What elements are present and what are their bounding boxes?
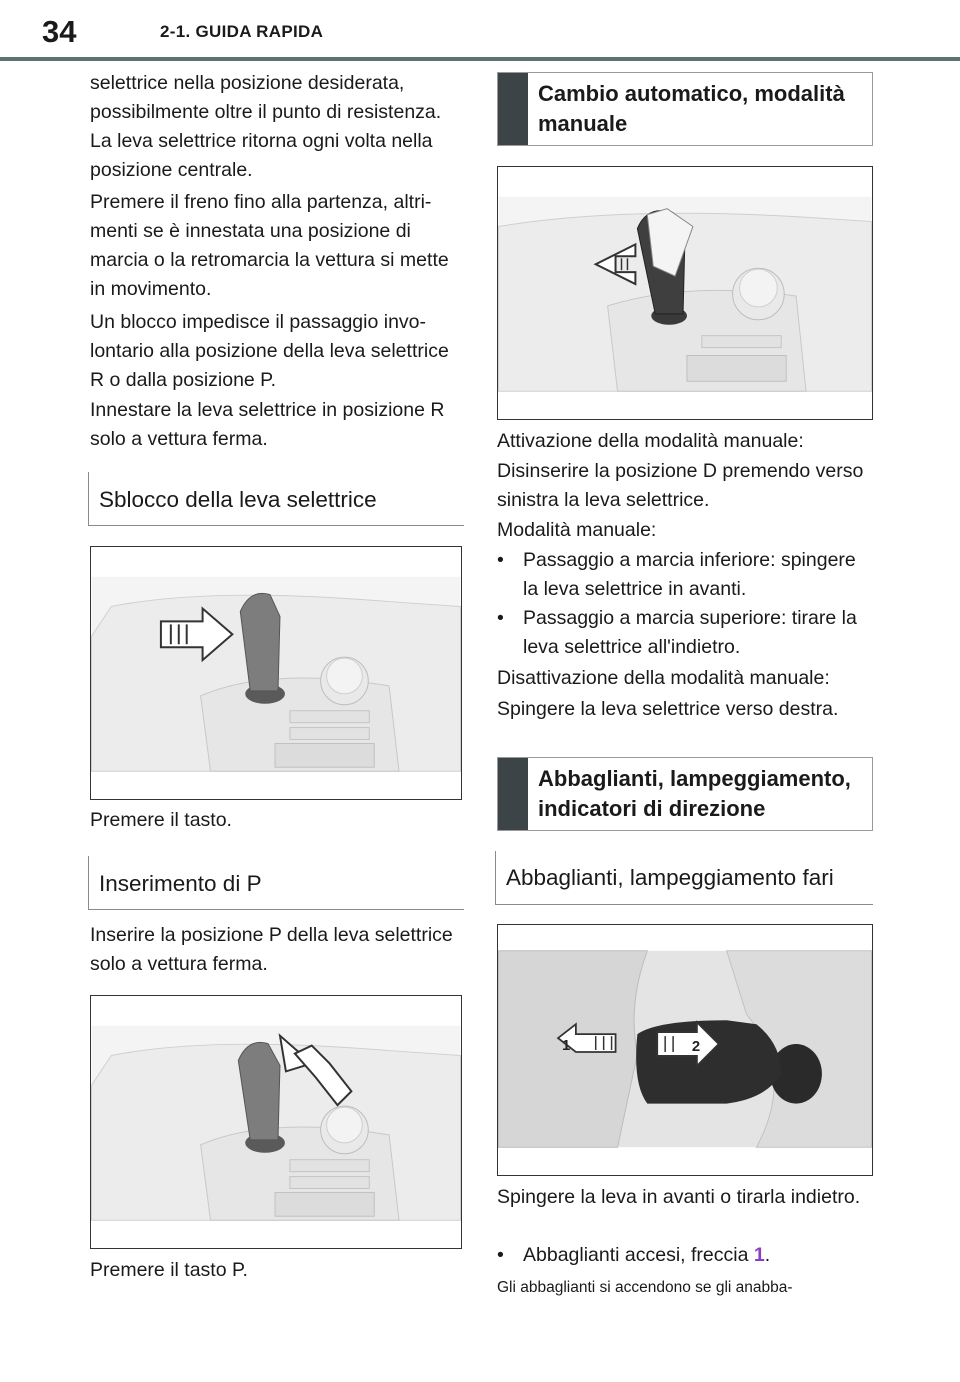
- paragraph-deactivate: Disattivazione della modalità manuale:: [497, 667, 830, 689]
- bullet-text: Passaggio a marcia inferiore: spingere la leva selettrice in avanti.: [523, 549, 856, 600]
- figure-selector-unlock: [90, 546, 462, 800]
- bullet-dot: •: [497, 549, 504, 571]
- paragraph-park: Inserire la posizione P della leva selettrice solo a vettura ferma.: [90, 924, 453, 975]
- heading-text: Cambio automatico, modalità manuale: [538, 81, 845, 136]
- bullet-upshift: [497, 604, 875, 662]
- paragraph-reverse: Innestare la leva selettrice in posizione R solo a vettura ferma.: [90, 399, 445, 450]
- heading-bar: [498, 73, 528, 145]
- bullet-dot: •: [497, 607, 504, 629]
- bullet-dot: •: [497, 1244, 504, 1266]
- paragraph-selector-position: selettrice nella posizione desiderata, possibilmente oltre il punto di resistenza. La leva selettrice ritorna ogni volta nella posizione centrale.: [90, 72, 442, 181]
- paragraph-lock: Un blocco impedisce il passaggio involontario alla posizione della leva selettrice R o dalla posizione P.: [90, 311, 449, 391]
- arrow-reference-1: 1: [753, 1244, 765, 1266]
- page-number: 34: [42, 14, 77, 49]
- arrow-label-2: 2: [691, 1038, 701, 1055]
- manual-mode-illustration: [498, 167, 872, 419]
- heading-text: Abbaglianti, lampeggiamento, indicatori di direzione: [538, 766, 851, 821]
- light-stalk-illustration: [498, 925, 872, 1175]
- paragraph-stalk: Spingere la leva in avanti o tirarla indietro.: [497, 1186, 861, 1208]
- caption-unlock: Premere il tasto.: [90, 809, 232, 831]
- subheading-park: Inserimento di P: [88, 856, 464, 910]
- heading-lights: [497, 757, 873, 831]
- heading-bar: [498, 758, 528, 830]
- bullet-text: [497, 1241, 875, 1270]
- bullet-high-beam-end: .: [764, 1244, 771, 1266]
- section-title: 2-1. GUIDA RAPIDA: [160, 22, 324, 41]
- park-button-illustration: [91, 996, 461, 1248]
- arrow-label-1: 1: [561, 1038, 571, 1054]
- bullet-high-beam: [497, 1241, 875, 1270]
- header-rule: [0, 57, 960, 61]
- bullet-text: Passaggio a marcia superiore: tirare la leva selettrice all'indietro.: [523, 607, 857, 658]
- paragraph-disengage-d: Disinserire la posizione D premendo verso sinistra la leva selettrice.: [497, 460, 864, 511]
- page-header: [0, 0, 960, 60]
- paragraph-push-right: Spingere la leva selettrice verso destra.: [497, 698, 839, 720]
- figure-light-stalk: [497, 924, 873, 1176]
- selector-unlock-illustration: [91, 547, 461, 799]
- bullet-high-beam-text: Abbaglianti accesi, freccia: [523, 1244, 754, 1266]
- bullet-downshift: [497, 546, 875, 604]
- heading-automatic-manual: [497, 72, 873, 146]
- caption-park: Premere il tasto P.: [90, 1259, 248, 1281]
- subheading-unlock: Sblocco della leva selettrice: [88, 472, 464, 526]
- paragraph-small-note: Gli abbaglianti si accendono se gli anabba-: [497, 1279, 793, 1296]
- paragraph-brake: Premere il freno fino alla partenza, altrimenti se è innestata una posizione di marcia o la retromarcia la vettura si mette in movimento.: [90, 191, 449, 300]
- figure-manual-mode: [497, 166, 873, 420]
- figure-park: [90, 995, 462, 1249]
- subheading-high-beam: Abbaglianti, lampeggiamento fari: [495, 851, 873, 905]
- paragraph-activate-manual: Attivazione della modalità manuale:: [497, 430, 804, 452]
- paragraph-manual-mode: Modalità manuale:: [497, 519, 657, 541]
